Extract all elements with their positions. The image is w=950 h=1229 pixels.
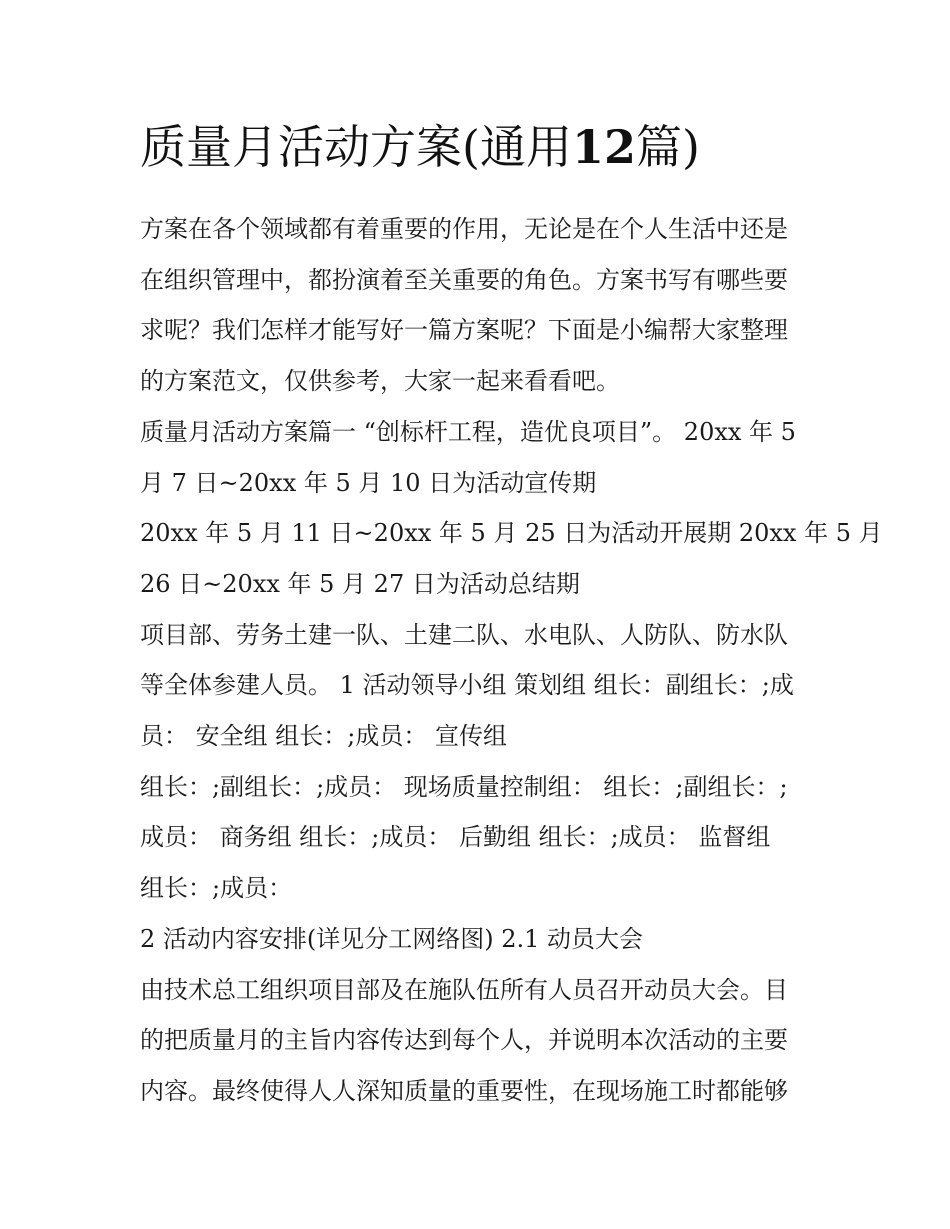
body-line: 由技术总工组织项目部及在施队伍所有人员召开动员大会。目 bbox=[140, 975, 788, 1004]
body-line: 成员： 商务组 组长：;成员： 后勤组 组长：;成员： 监督组 bbox=[140, 823, 771, 852]
body-line: 月 7 日~20xx 年 5 月 10 日为活动宣传期 bbox=[140, 468, 597, 497]
body-line: 等全体参建人员。 1 活动领导小组 策划组 组长：副组长：;成 bbox=[140, 671, 794, 700]
body-line: 质量月活动方案篇一 “创标杆工程，造优良项目”。 20xx 年 5 bbox=[140, 417, 796, 446]
document-body bbox=[140, 204, 883, 1117]
body-line: 组长：;副组长：;成员： 现场质量控制组： 组长：;副组长：; bbox=[140, 772, 788, 801]
document-page bbox=[140, 112, 883, 1117]
body-line: 方案在各个领域都有着重要的作用，无论是在个人生活中还是 bbox=[140, 215, 788, 243]
body-line: 26 日~20xx 年 5 月 27 日为活动总结期 bbox=[140, 569, 580, 598]
body-line: 的把质量月的主旨内容传达到每个人，并说明本次活动的主要 bbox=[140, 1026, 788, 1055]
body-line: 求呢？我们怎样才能写好一篇方案呢？下面是小编帮大家整理 bbox=[140, 316, 788, 345]
title-suffix: 篇) bbox=[635, 120, 700, 174]
body-line: 2 活动内容安排(详见分工网络图) 2.1 动员大会 bbox=[140, 924, 644, 953]
document-title bbox=[140, 112, 820, 182]
body-line: 员： 安全组 组长：;成员： 宣传组 bbox=[140, 722, 507, 751]
body-line: 内容。最终使得人人深知质量的重要性，在现场施工时都能够 bbox=[140, 1076, 788, 1105]
body-line: 的方案范文，仅供参考，大家一起来看看吧。 bbox=[140, 367, 620, 396]
body-line: 组长：;成员： bbox=[140, 874, 293, 903]
title-number: 12 bbox=[571, 120, 636, 174]
title-text: 质量月活动方案(通用 bbox=[140, 120, 572, 174]
body-line: 在组织管理中，都扮演着至关重要的角色。方案书写有哪些要 bbox=[140, 265, 788, 294]
body-line: 20xx 年 5 月 11 日~20xx 年 5 月 25 日为活动开展期 20xx 年 5 月 bbox=[140, 519, 883, 548]
body-line: 项目部、劳务土建一队、土建二队、水电队、人防队、防水队 bbox=[140, 620, 788, 649]
